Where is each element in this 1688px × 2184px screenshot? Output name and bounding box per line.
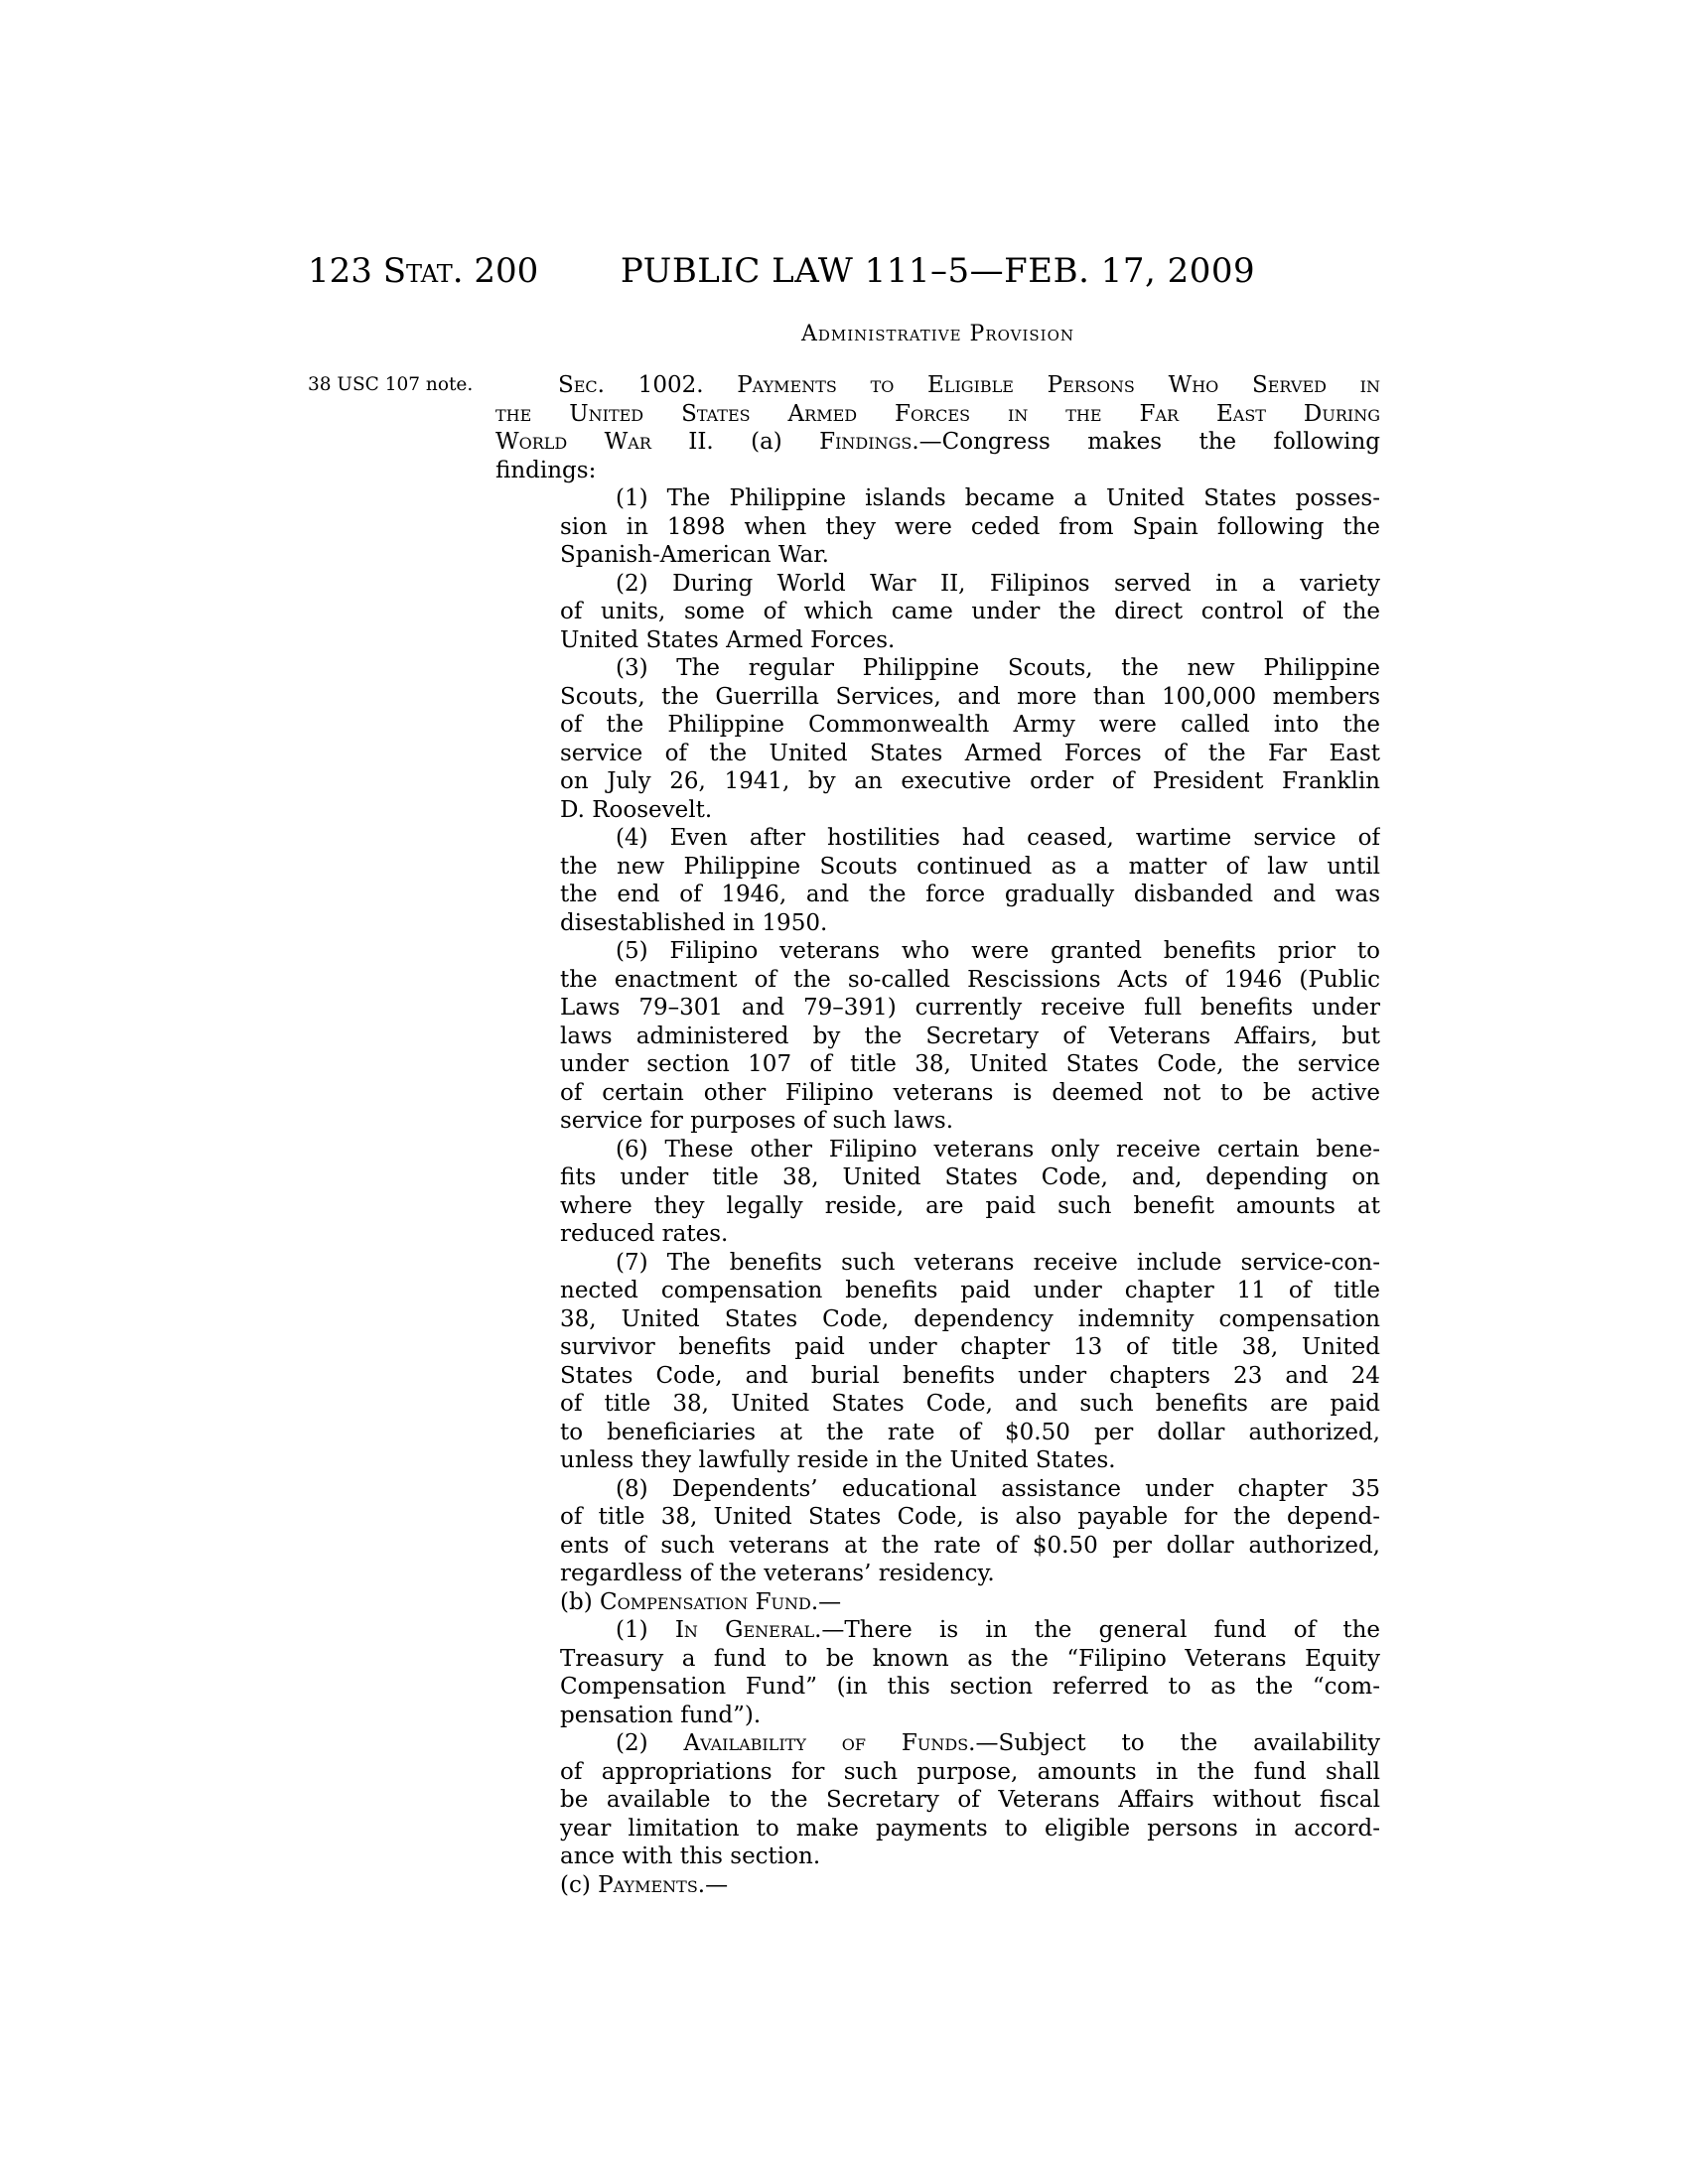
small-caps-run: Availability of Funds.— [683,1730,999,1756]
text-line [495,1136,1380,1164]
small-caps-run: Sec. 1002. Payments to Eligible Persons Who Served in [558,372,1380,398]
text-run: (b) [560,1588,600,1615]
text-run: disestablished in 1950. [560,909,828,936]
text-run: of title 38, United States Code, is also payable for the depend- [560,1504,1380,1530]
text-run: (5) Filipino veterans who were granted benefits prior to [616,938,1380,964]
text-run: Compensation Fund” (in this section referred to as the “com- [560,1674,1380,1700]
text-run: (a) [751,429,820,455]
text-run: States Code, and burial benefits under chapters 23 and 24 [560,1362,1380,1389]
text-run: Subject to the availability [998,1730,1380,1756]
text-line [495,1249,1380,1278]
text-line [495,767,1380,796]
text-run: (8) Dependents’ educational assistance under chapter 35 [616,1475,1380,1502]
text-line [495,1871,1380,1900]
text-line [495,1702,1380,1730]
text-line [495,1163,1380,1192]
text-run: the new Philippine Scouts continued as a matter of law until [560,853,1380,880]
text-run: ance with this section. [560,1843,821,1869]
text-run: fits under title 38, United States Code, and, depending on [560,1164,1380,1190]
body-text [495,371,1380,1899]
text-line [495,824,1380,853]
text-run: on July 26, 1941, by an executive order of President Franklin [560,768,1380,794]
text-run: where they legally reside, are paid such benefit amounts at [560,1192,1380,1219]
text-line [495,1390,1380,1419]
text-run: regardless of the veterans’ residency. [560,1561,995,1586]
text-line [495,853,1380,882]
text-run: be available to the Secretary of Veterans Affairs without fiscal [560,1787,1380,1813]
stat-page-number: 123 Stat. 200 [308,251,539,291]
text-run: 38, United States Code, dependency indemnity compensation [560,1305,1380,1332]
text-run: service of the United States Armed Forces of the Far East [560,740,1380,766]
text-line [495,1503,1380,1532]
text-run: Treasury a fund to be known as the “Filipino Veterans Equity [560,1645,1380,1672]
text-line [495,626,1380,655]
text-line [495,513,1380,542]
small-caps-run: Compensation Fund.— [599,1588,842,1615]
text-run: nected compensation benefits paid under chapter 11 of title [560,1278,1380,1303]
text-run: the enactment of the so-called Rescissions Acts of 1946 (Public [560,966,1380,993]
text-line [495,598,1380,626]
text-line [495,457,1380,485]
text-line [495,1729,1380,1758]
text-line [495,1362,1380,1391]
text-line [495,1220,1380,1249]
text-line [495,1023,1380,1051]
text-line [495,909,1380,938]
text-line [495,1588,1380,1617]
text-run: (1) [616,1617,675,1643]
text-line [495,484,1380,513]
text-line [495,570,1380,599]
text-run: United States Armed Forces. [560,626,896,653]
text-line [495,1532,1380,1561]
text-run: (6) These other Filipino veterans only receive certain bene- [616,1136,1380,1162]
text-line [495,1673,1380,1702]
text-line [495,994,1380,1023]
text-run: of title 38, United States Code, and such benefits are paid [560,1391,1380,1417]
text-line [495,1560,1380,1588]
text-run: (c) [560,1871,599,1898]
text-line [495,683,1380,712]
text-line [495,428,1380,457]
text-line [495,740,1380,768]
text-run: unless they lawfully reside in the United States. [560,1447,1116,1473]
text-line [495,711,1380,740]
text-line [495,881,1380,909]
text-run: There is in the general fund of the [844,1617,1380,1643]
text-line [495,1475,1380,1504]
text-run: of the Philippine Commonwealth Army were called into the [560,712,1380,738]
text-run: (7) The benefits such veterans receive include service-con- [616,1249,1380,1276]
text-line [495,796,1380,825]
text-line [495,1277,1380,1305]
text-run: (1) The Philippine islands became a United States posses- [616,485,1380,511]
administrative-provision-heading: Administrative Provision [800,322,1075,346]
text-line [495,1192,1380,1221]
text-line [495,1758,1380,1787]
usc-margin-note: 38 USC 107 note. [308,374,474,395]
text-line [495,966,1380,995]
small-caps-run: World War II. [495,429,752,455]
text-run: sion in 1898 when they were ceded from Spain following the [560,513,1380,540]
text-run: survivor benefits paid under chapter 13 of title 38, United [560,1334,1380,1360]
text-run: of certain other Filipino veterans is deemed not to be active [560,1079,1380,1106]
small-caps-run: the United States Armed Forces in the Far East During [495,400,1380,427]
text-run: service for purposes of such laws. [560,1108,954,1134]
text-line [495,371,1380,400]
text-run: to beneficiaries at the rate of $0.50 per dollar authorized, [560,1419,1380,1445]
small-caps-run: In General.— [674,1617,845,1643]
text-run: Laws 79–301 and 79–391) currently receive full benefits under [560,995,1380,1021]
text-line [495,1419,1380,1447]
text-line [495,1107,1380,1136]
text-line [495,1079,1380,1108]
text-line [495,1843,1380,1871]
text-run: under section 107 of title 38, United States Code, the service [560,1051,1380,1077]
text-line [495,1786,1380,1815]
text-run: findings: [495,457,597,483]
public-law-running-head: PUBLIC LAW 111–5—FEB. 17, 2009 [620,251,1256,291]
text-line [495,1815,1380,1843]
text-line [495,541,1380,570]
small-caps-run: Payments.— [598,1871,729,1898]
text-run: (2) [616,1730,684,1756]
text-line [495,1446,1380,1475]
text-line [495,1645,1380,1674]
text-line [495,400,1380,429]
text-line [495,654,1380,683]
text-run: Congress makes the following [941,429,1380,455]
text-line [495,1616,1380,1645]
text-run: reduced rates. [560,1221,729,1247]
text-run: Spanish-American War. [560,542,829,568]
text-run: (4) Even after hostilities had ceased, wartime service of [616,825,1380,851]
text-line [495,937,1380,966]
text-run: ents of such veterans at the rate of $0.50 per dollar authorized, [560,1532,1380,1559]
small-caps-run: Findings.— [819,429,942,455]
text-run: the end of 1946, and the force gradually disbanded and was [560,882,1380,907]
text-line [495,1050,1380,1079]
text-line [495,1305,1380,1334]
text-run: (2) During World War II, Filipinos served in a variety [616,570,1380,597]
text-run: laws administered by the Secretary of Veterans Affairs, but [560,1023,1380,1049]
text-line [495,1333,1380,1362]
text-run: of appropriations for such purpose, amounts in the fund shall [560,1758,1380,1785]
text-run: year limitation to make payments to eligible persons in accord- [560,1815,1380,1842]
text-run: Scouts, the Guerrilla Services, and more than 100,000 members [560,683,1380,710]
text-run: D. Roosevelt. [560,796,713,823]
text-run: (3) The regular Philippine Scouts, the new Philippine [616,655,1380,681]
text-run: pensation fund”). [560,1702,762,1728]
text-run: of units, some of which came under the direct control of the [560,599,1380,624]
